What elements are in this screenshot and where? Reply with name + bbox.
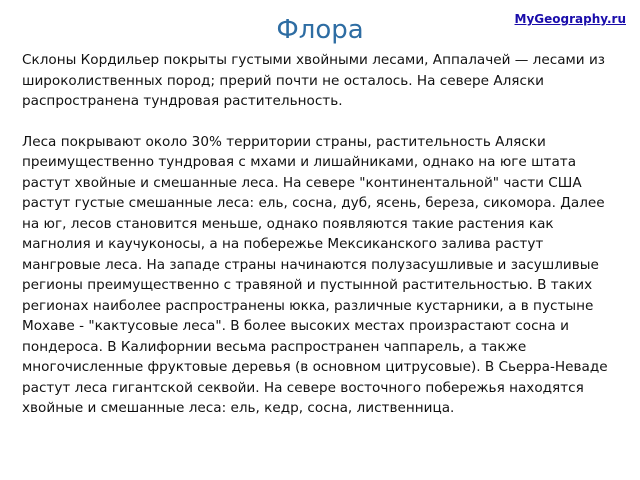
paragraph-intro: Склоны Кордильер покрыты густыми хвойными лесами, Аппалачей — лесами из широколиственных пород; прерий почти не осталось. На севере Аляски распространена тундровая растительность. [22, 52, 606, 109]
paragraph-forests: Леса покрывают около 30% территории страны, растительность Аляски преимущественно тундровая с мхами и лишайниками, однако на юге штата растут хвойные и смешанные леса. На севере "континентальной" части США растут густые смешанные леса: ель, сосна, дуб, ясень, береза, сикомора. Далее на юг, лесов становится меньше, однако появляются такие растения как магнолия и каучуконосы, а на побережье Мексиканского залива растут мангровые леса. На западе страны начинаются полузасушливые и засушливые регионы преимущественно с травяной и пустынной растительностью. В таких регионах наиболее распространены юкка, различные кустарники, а в пустыне Мохаве - "кактусовые леса". В более высоких местах произрастают сосна и пондероса. В Калифорнии весьма распространен чаппарель, а также многочисленные фруктовые деревья (в основном цитрусовые). В Сьерра-Неваде растут леса гигантской секвойи. На севере восточного побережья находятся хвойные и смешанные леса: ель, кедр, сосна, лиственница. [22, 133, 608, 416]
slide-title: Флора [276, 15, 364, 45]
slide-body [22, 50, 622, 419]
site-link[interactable]: MyGeography.ru [514, 12, 626, 26]
